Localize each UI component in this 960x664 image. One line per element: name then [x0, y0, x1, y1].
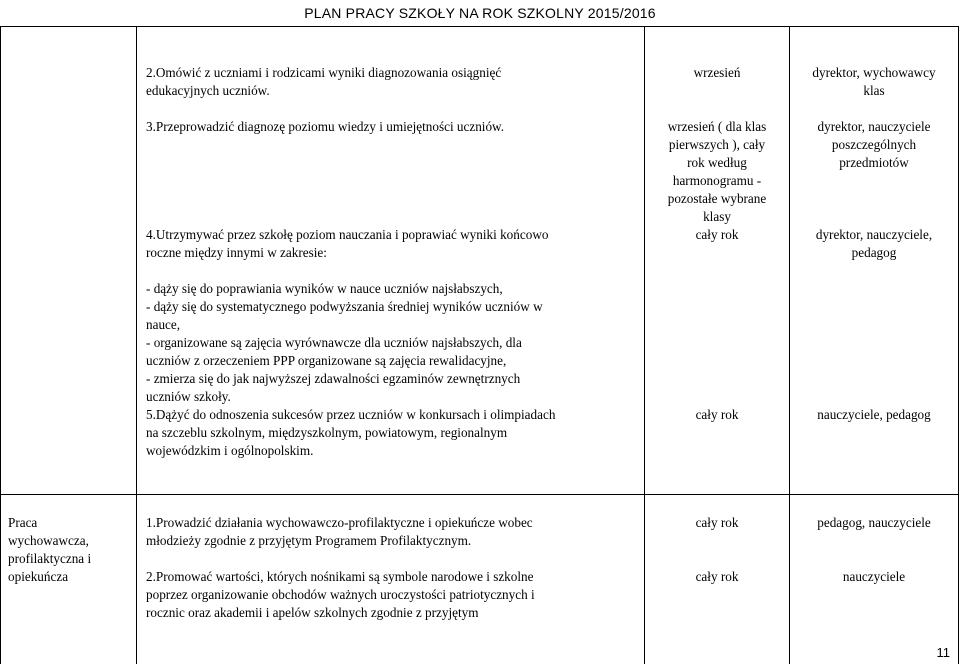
page-number: 11 [936, 645, 950, 660]
task-item-3: 3.Przeprowadzić diagnozę poziomu wiedzy i umiejętności uczniów. [146, 119, 505, 134]
bottom-term-item-2: cały rok [695, 569, 739, 584]
right-border [958, 26, 959, 664]
term-item-3: wrzesień ( dla klas pierwszych ), cały rok według harmonogramu - pozostałe wybrane klasy [667, 119, 767, 224]
responsible-item-5: nauczyciele, pedagog [817, 407, 931, 422]
task-item-4: 4.Utrzymywać przez szkołę poziom nauczania i poprawiać wyniki końcowo roczne między innymi w zakresie: [146, 227, 549, 260]
term-item-4: cały rok [695, 227, 739, 242]
top-section-top-border [0, 26, 959, 27]
term-item-2: wrzesień [693, 65, 741, 80]
task-item-5: 5.Dążyć do odnoszenia sukcesów przez uczniów w konkursach i olimpiadach na szczeblu szkolnym, międzyszkolnym, powiatowym, regionalnym wojewódzkim i ogólnopolskim. [146, 407, 556, 458]
bottom-responsible-item-2: nauczyciele [842, 569, 906, 584]
bottom-responsible-item-1: pedagog, nauczyciele [817, 515, 931, 530]
column-divider-1 [136, 26, 137, 664]
responsible-item-4: dyrektor, nauczyciele, pedagog [815, 227, 933, 260]
left-border [0, 26, 1, 664]
responsible-item-2: dyrektor, wychowawcy klas [812, 65, 936, 98]
term-item-5: cały rok [695, 407, 739, 422]
task-item-4-bullets: - dąży się do poprawiania wyników w nauce uczniów najsłabszych, - dąży się do systematycznego podwyższania średniej wyników uczniów w nauce, - organizowane są zajęcia wyrównawcze dla uczniów najsłabszych, dla uczniów z orzeczeniem PPP organizowane są zajęcia rewalidacyjne, - zmierza się do jak najwyższej zdawalności egzaminów zewnętrznych uczniów szkoły. [146, 281, 543, 404]
page-header-title: PLAN PRACY SZKOŁY NA ROK SZKOLNY 2015/2016 [304, 5, 656, 21]
responsible-item-3: dyrektor, nauczyciele poszczególnych przedmiotów [817, 119, 931, 170]
bottom-term-item-1: cały rok [695, 515, 739, 530]
bottom-task-item-1: 1.Prowadzić działania wychowawczo-profilaktyczne i opiekuńcze wobec młodzieży zgodnie z przyjętym Programem Profilaktycznym. [146, 515, 533, 548]
area-label: Praca wychowawcza, profilaktyczna i opiekuńcza [8, 515, 92, 584]
bottom-task-item-2: 2.Promować wartości, których nośnikami są symbole narodowe i szkolne poprzez organizowanie obchodów ważnych uroczystości patriotycznych i rocznic oraz akademii i apelów szkolnych zgodnie z przyjętym [146, 569, 535, 620]
section-divider-line [0, 494, 959, 495]
task-item-2: 2.Omówić z uczniami i rodzicami wyniki diagnozowania osiągnięć edukacyjnych uczniów. [146, 65, 502, 98]
